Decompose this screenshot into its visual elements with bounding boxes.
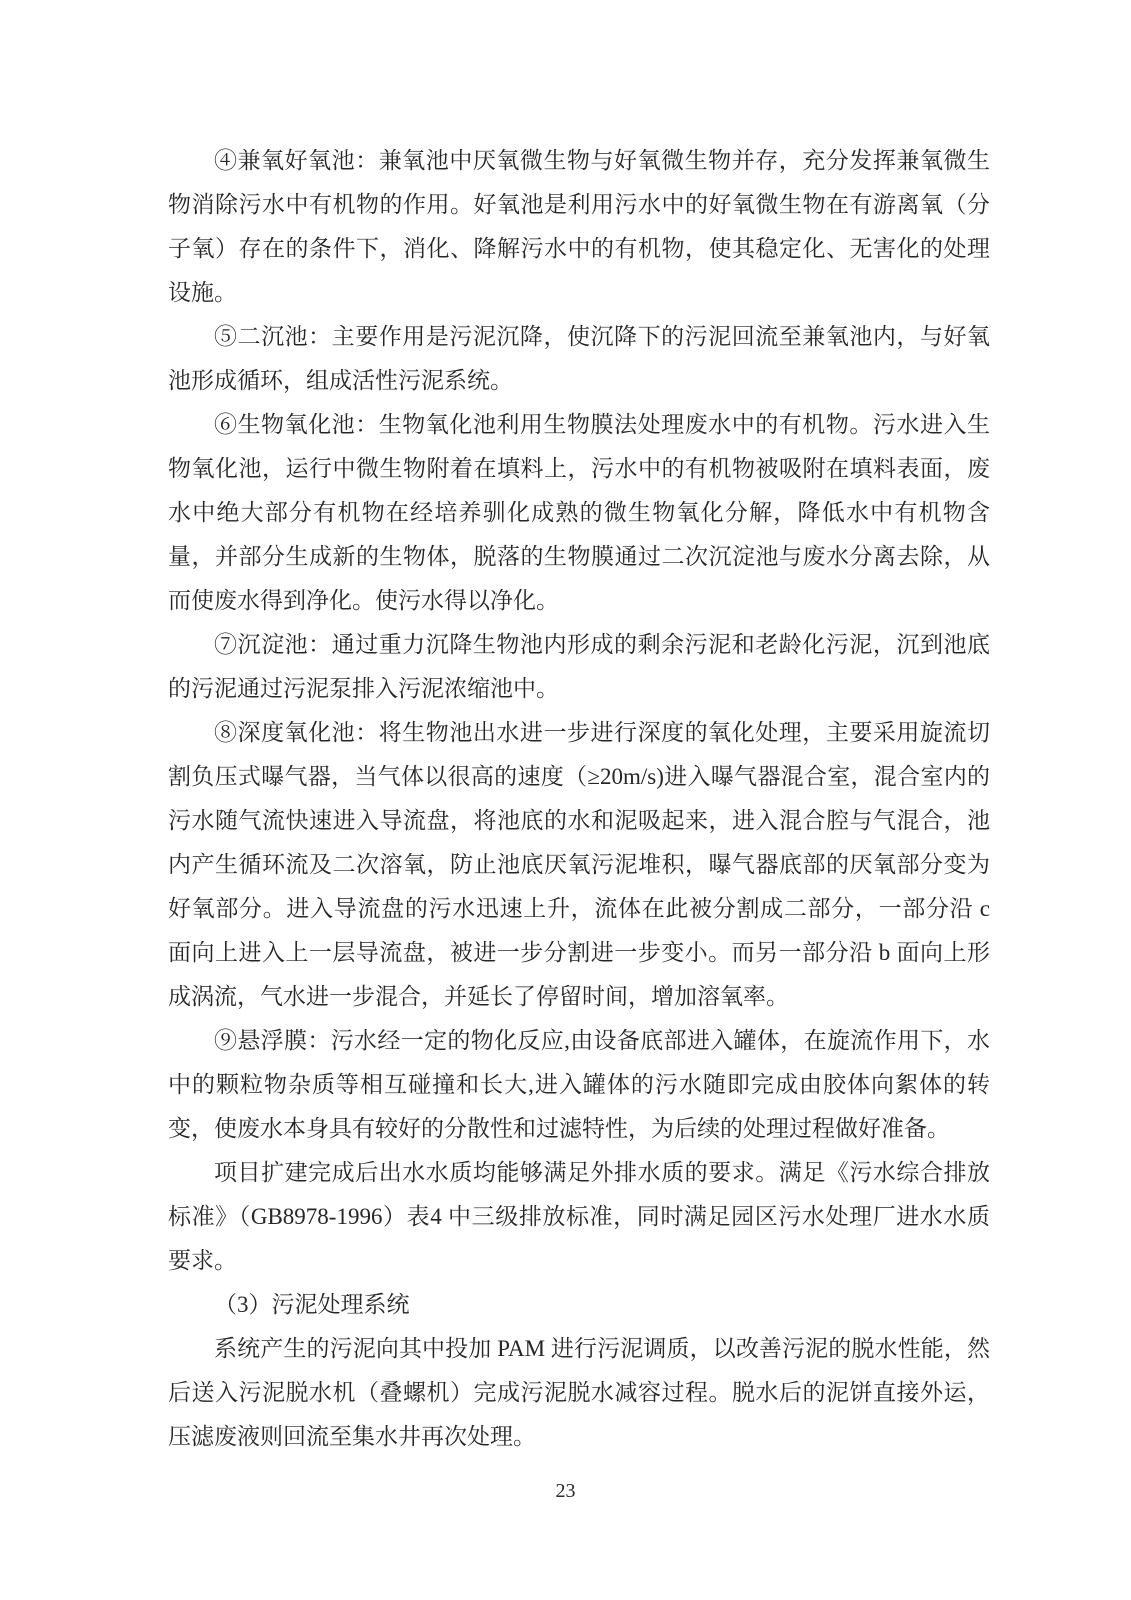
- paragraph-secondary-sedimentation-tank: ⑤二沉池：主要作用是污泥沉降，使沉降下的污泥回流至兼氧池内，与好氧池形成循环，组成活性污泥系统。: [168, 324, 990, 393]
- paragraph-sludge-treatment: 系统产生的污泥向其中投加 PAM 进行污泥调质，以改善污泥的脱水性能，然后送入污泥脱水机（叠螺机）完成污泥脱水减容过程。脱水后的泥饼直接外运，压滤废液则回流至集水井再次处理。: [168, 1336, 990, 1449]
- heading-sludge-treatment-system: （3）污泥处理系统: [214, 1292, 410, 1317]
- paragraph-sedimentation-tank: ⑦沉淀池：通过重力沉降生物池内形成的剩余污泥和老龄化污泥，沉到池底的污泥通过污泥泵排入污泥浓缩池中。: [168, 632, 990, 701]
- paragraph-facultative-aerobic-tank: ④兼氧好氧池：兼氧池中厌氧微生物与好氧微生物并存，充分发挥兼氧微生物消除污水中有机物的作用。好氧池是利用污水中的好氧微生物在有游离氧（分子氧）存在的条件下，消化、降解污水中的有机物，使其稳定化、无害化的处理设施。: [168, 148, 990, 305]
- paragraph-biological-oxidation-tank: ⑥生物氧化池：生物氧化池利用生物膜法处理废水中的有机物。污水进入生物氧化池，运行中微生物附着在填料上，污水中的有机物被吸附在填料表面，废水中绝大部分有机物在经培养驯化成熟的微生物氧化分解，降低水中有机物含量，并部分生成新的生物体，脱落的生物膜通过二次沉淀池与废水分离去除，从而使废水得到净化。使污水得以净化。: [168, 412, 990, 613]
- page-number: 23: [555, 1480, 576, 1502]
- paragraph-suspended-membrane: ⑨悬浮膜：污水经一定的物化反应,由设备底部进入罐体，在旋流作用下，水中的颗粒物杂质等相互碰撞和长大,进入罐体的污水随即完成由胶体向絮体的转变，使废水本身具有较好的分散性和过滤特性，为后续的处理过程做好准备。: [168, 1028, 990, 1141]
- document-body: [168, 139, 990, 1459]
- paragraph-deep-oxidation-tank: ⑧深度氧化池：将生物池出水进一步进行深度的氧化处理，主要采用旋流切割负压式曝气器，当气体以很高的速度（≥20m/s)进入曝气器混合室，混合室内的污水随气流快速进入导流盘，将池底的水和泥吸起来，进入混合腔与气混合，池内产生循环流及二次溶氧，防止池底厌氧污泥堆积，曝气器底部的厌氧部分变为好氧部分。进入导流盘的污水迅速上升，流体在此被分割成二部分，一部分沿 c 面向上进入上一层导流盘，被进一步分割进一步变小。而另一部分沿 b 面向上形成涡流，气水进一步混合，并延长了停留时间，增加溶氧率。: [168, 720, 990, 1009]
- paragraph-effluent-standards: 项目扩建完成后出水水质均能够满足外排水质的要求。满足《污水综合排放标准》（GB8978-1996）表4 中三级排放标准，同时满足园区污水处理厂进水水质要求。: [168, 1160, 990, 1273]
